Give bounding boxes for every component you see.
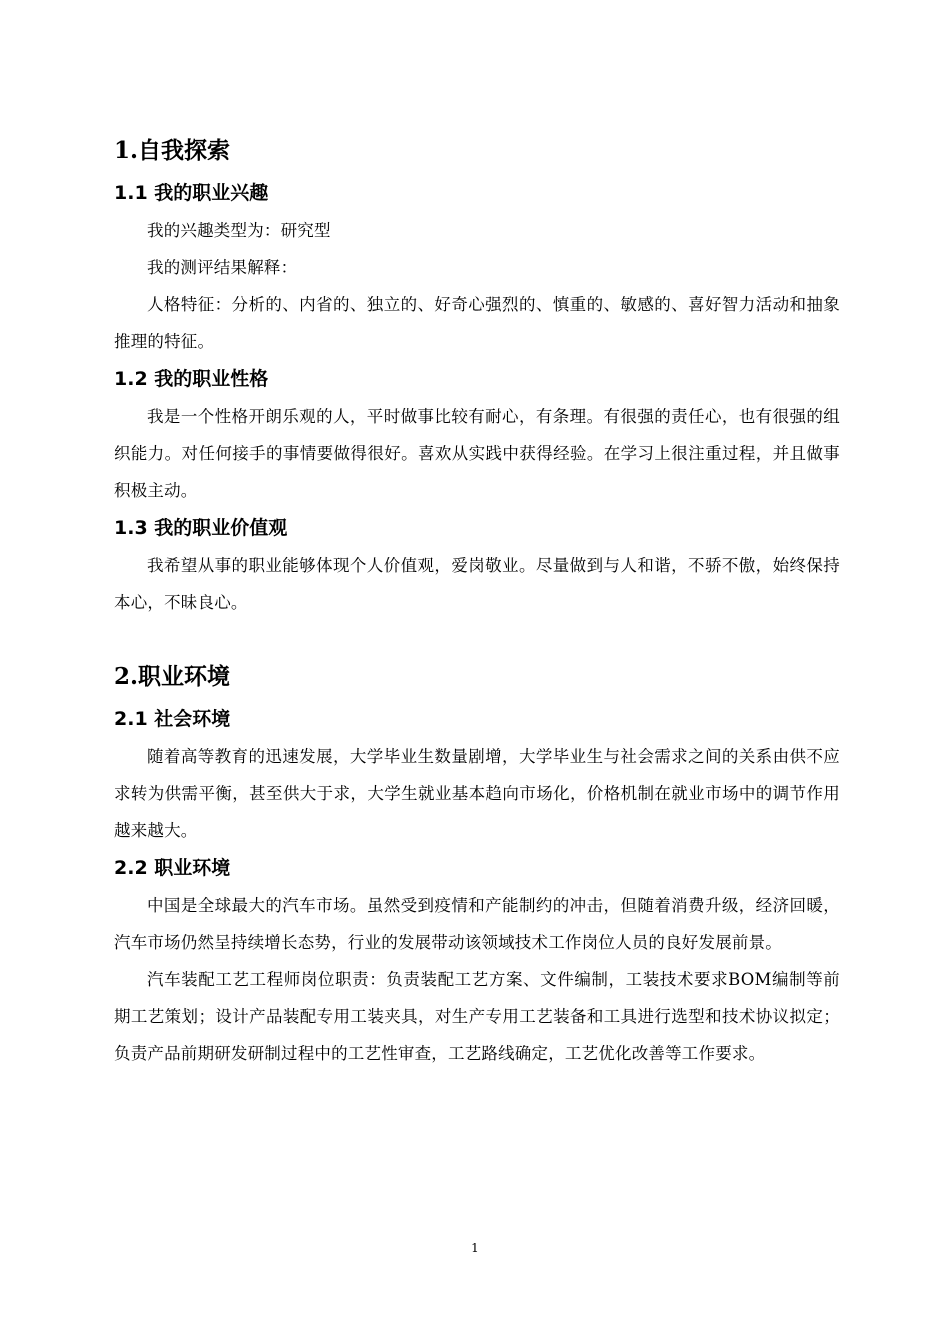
section-heading: 2.职业环境 [114, 663, 231, 690]
paragraph: 我希望从事的职业能够体现个人价值观，爱岗敬业。尽量做到与人和谐，不骄不傲，始终保持本心，不昧良心。 [114, 556, 840, 612]
paragraph: 我的兴趣类型为：研究型 [147, 221, 331, 240]
subsection-heading: 1.2 我的职业性格 [114, 368, 269, 390]
paragraph: 我是一个性格开朗乐观的人，平时做事比较有耐心，有条理。有很强的责任心，也有很强的组织能力。对任何接手的事情要做得很好。喜欢从实践中获得经验。在学习上很注重过程，并且做事积极主动。 [114, 407, 840, 500]
page-number: 1 [471, 1241, 479, 1255]
document-body [114, 128, 840, 1072]
subsection-heading: 1.1 我的职业兴趣 [114, 182, 269, 204]
paragraph: 随着高等教育的迅速发展，大学毕业生数量剧增，大学毕业生与社会需求之间的关系由供不应求转为供需平衡，甚至供大于求，大学生就业基本趋向市场化，价格机制在就业市场中的调节作用越来越大。 [114, 747, 840, 840]
paragraph: 汽车装配工艺工程师岗位职责：负责装配工艺方案、文件编制，工装技术要求BOM编制等前期工艺策划；设计产品装配专用工装夹具，对生产专用工艺装备和工具进行选型和技术协议拟定；负责产品前期研发研制过程中的工艺性审查，工艺路线确定，工艺优化改善等工作要求。 [114, 970, 840, 1063]
paragraph: 我的测评结果解释： [147, 258, 298, 277]
paragraph: 中国是全球最大的汽车市场。虽然受到疫情和产能制约的冲击，但随着消费升级，经济回暖，汽车市场仍然呈持续增长态势，行业的发展带动该领域技术工作岗位人员的良好发展前景。 [114, 896, 840, 952]
subsection-heading: 2.2 职业环境 [114, 857, 231, 879]
paragraph: 人格特征：分析的、内省的、独立的、好奇心强烈的、慎重的、敏感的、喜好智力活动和抽象推理的特征。 [114, 295, 840, 351]
subsection-heading: 2.1 社会环境 [114, 708, 231, 730]
section-spacer [114, 621, 840, 654]
section-heading: 1.自我探索 [114, 137, 231, 164]
subsection-heading: 1.3 我的职业价值观 [114, 517, 288, 539]
